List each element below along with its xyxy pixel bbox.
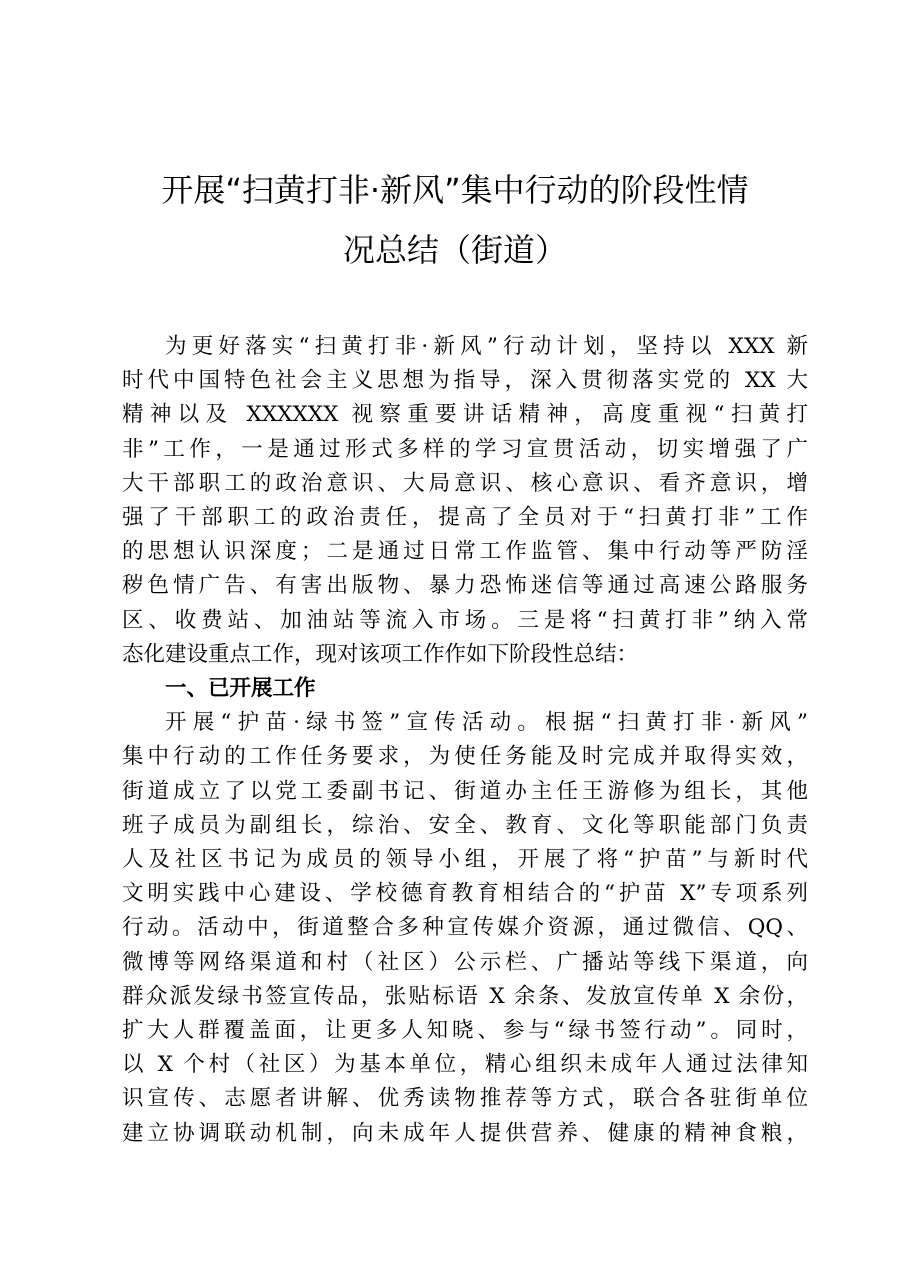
text-line: 班子成员为副组长，综治、安全、教育、文化等职能部门负责 <box>122 812 808 838</box>
text-line: 开展“护苗·绿书签”宣传活动。根据“扫黄打非·新风” <box>165 710 808 736</box>
text-line: 行动。活动中，街道整合多种宣传媒介资源，通过微信、QQ、 <box>122 915 808 941</box>
text-line: 微博等网络渠道和村（社区）公示栏、广播站等线下渠道，向 <box>122 949 808 975</box>
text-line: 时代中国特色社会主义思想为指导，深入贯彻落实党的 XX 大 <box>122 368 808 394</box>
text-line: 群众派发绿书签宣传品，张贴标语 X 余条、发放宣传单 X 余份， <box>122 983 808 1009</box>
text-line: 区、收费站、加油站等流入市场。三是将“扫黄打非”纳入常 <box>122 607 808 633</box>
text-line: 人及社区书记为成员的领导小组，开展了将“护苗”与新时代 <box>122 847 808 873</box>
text-line: 的思想认识深度；二是通过日常工作监管、集中行动等严防淫 <box>122 539 808 565</box>
section-paragraph <box>122 706 808 1151</box>
text-line: 以 X 个村（社区）为基本单位，精心组织未成年人通过法律知 <box>122 1052 808 1078</box>
title-line-2: 况总结（街道） <box>342 231 567 269</box>
text-line: 秽色情广告、有害出版物、暴力恐怖迷信等通过高速公路服务 <box>122 573 808 599</box>
text-line: 强了干部职工的政治责任，提高了全员对于“扫黄打非”工作 <box>122 505 808 531</box>
text-line: 扩大人群覆盖面，让更多人知晓、参与“绿书签行动”。同时， <box>122 1018 808 1044</box>
document-body <box>122 330 808 1151</box>
text-line: 精神以及 XXXXXX 视察重要讲话精神，高度重视“扫黄打 <box>122 402 808 428</box>
text-line: 识宣传、志愿者讲解、优秀读物推荐等方式，联合各驻街单位 <box>122 1086 808 1112</box>
text-line: 集中行动的工作任务要求，为使任务能及时完成并取得实效， <box>122 744 808 770</box>
section-heading: 一、已开展工作 <box>165 676 316 702</box>
document-title <box>120 160 790 280</box>
text-line: 非”工作，一是通过形式多样的学习宣贯活动，切实增强了广 <box>122 436 808 462</box>
text-line: 建立协调联动机制，向未成年人提供营养、健康的精神食粮， <box>122 1120 808 1146</box>
text-line: 态化建设重点工作，现对该项工作作如下阶段性总结： <box>122 641 639 667</box>
text-line: 街道成立了以党工委副书记、街道办主任王游修为组长，其他 <box>122 778 808 804</box>
title-line-1: 开展“扫黄打非·新风”集中行动的阶段性情 <box>161 171 749 209</box>
text-line: 大干部职工的政治意识、大局意识、核心意识、看齐意识，增 <box>122 470 808 496</box>
text-line: 文明实践中心建设、学校德育教育相结合的“护苗 X”专项系列 <box>122 881 808 907</box>
intro-paragraph <box>122 330 808 672</box>
text-line: 为更好落实“扫黄打非·新风”行动计划，坚持以 XXX 新 <box>165 334 808 359</box>
